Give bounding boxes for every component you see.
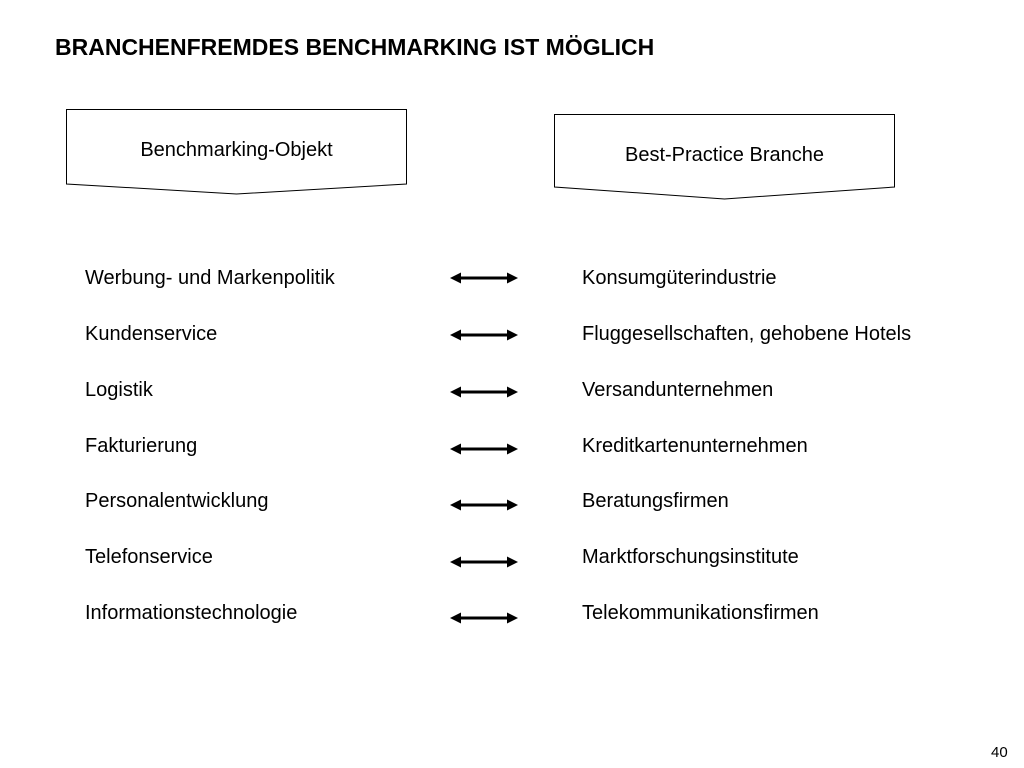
best-practice-branche-label: Beratungsfirmen xyxy=(582,490,729,512)
double-headed-arrow-icon xyxy=(449,269,519,287)
comparison-row xyxy=(0,546,1024,576)
comparison-row xyxy=(0,323,1024,353)
comparison-row xyxy=(0,490,1024,520)
best-practice-branche-label: Fluggesellschaften, gehobene Hotels xyxy=(582,323,912,345)
best-practice-branche-label: Marktforschungsinstitute xyxy=(582,546,799,568)
best-practice-branche-label: Konsumgüterindustrie xyxy=(582,267,777,289)
comparison-row xyxy=(0,435,1024,465)
best-practice-branche-label: Telekommunikationsfirmen xyxy=(582,602,819,624)
page-number: 40 xyxy=(991,744,1008,761)
slide-title: BRANCHENFREMDES BENCHMARKING IST MÖGLICH xyxy=(55,34,655,60)
double-headed-arrow-icon xyxy=(449,326,519,344)
benchmarking-object-label: Fakturierung xyxy=(85,435,198,457)
header-label-best-practice-branche: Best-Practice Branche xyxy=(625,144,824,166)
header-box-benchmarking-object xyxy=(66,109,407,195)
double-headed-arrow-icon xyxy=(449,383,519,401)
comparison-row xyxy=(0,602,1024,632)
best-practice-branche-label: Kreditkartenunternehmen xyxy=(582,435,808,457)
benchmarking-object-label: Telefonservice xyxy=(85,546,213,568)
double-headed-arrow-icon xyxy=(449,496,519,514)
header-box-best-practice-branche xyxy=(554,114,895,200)
benchmarking-object-label: Informationstechnologie xyxy=(85,602,298,624)
benchmarking-object-label: Kundenservice xyxy=(85,323,218,345)
benchmarking-object-label: Logistik xyxy=(85,379,153,401)
comparison-row xyxy=(0,379,1024,409)
comparison-row xyxy=(0,267,1024,297)
header-label-benchmarking-object: Benchmarking-Objekt xyxy=(140,139,333,161)
double-headed-arrow-icon xyxy=(449,553,519,571)
benchmarking-object-label: Personalentwicklung xyxy=(85,490,269,512)
double-headed-arrow-icon xyxy=(449,609,519,627)
best-practice-branche-label: Versandunternehmen xyxy=(582,379,774,401)
benchmarking-object-label: Werbung- und Markenpolitik xyxy=(85,267,335,289)
double-headed-arrow-icon xyxy=(449,440,519,458)
